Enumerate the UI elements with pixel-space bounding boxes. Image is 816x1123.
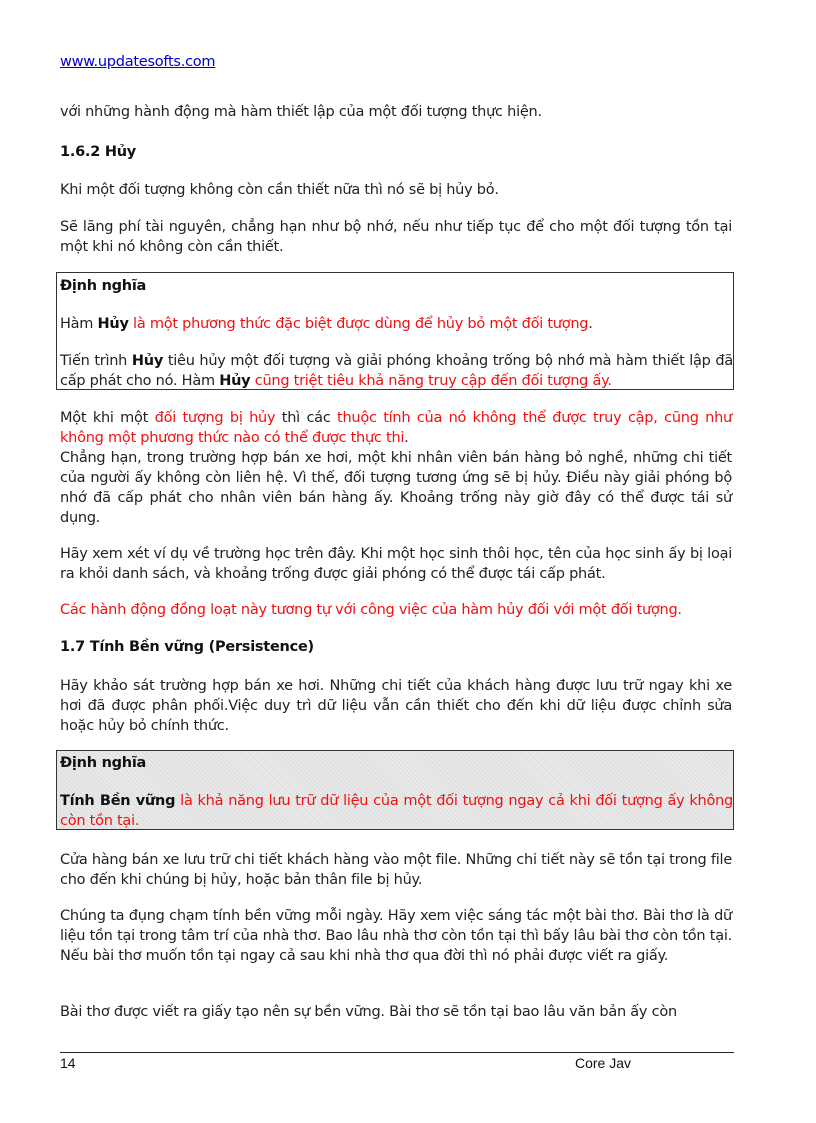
definition-line-2: Tiến trình Hủy tiêu hủy một đối tượng và giải phóng khoảng trống bộ nhớ mà hàm thiết lập đã cấp phát cho nó. Hàm Hủy cũng triệt tiêu khả năng truy cập đến đối tượng ấy.: [60, 353, 733, 389]
paragraph-poem: Chúng ta đụng chạm tính bền vững mỗi ngày. Hãy xem việc sáng tác một bài thơ. Bài thơ là dữ liệu tồn tại trong tâm trí của nhà thơ. Bao lâu nhà thơ còn tồn tại thì bấy lâu bài thơ còn tồn tại. Nếu bài thơ muốn tồn tại ngay cả sau khi nhà thơ qua đời thì nó phải được viết ra giấy.: [60, 908, 732, 964]
definition-title: Định nghĩa: [60, 278, 147, 294]
definition-box-persistence: [56, 750, 734, 830]
paragraph-destructor-summary: Các hành động đồng loạt này tương tự với công việc của hàm hủy đối với một đối tượng.: [60, 602, 682, 618]
footer-rule: [60, 1052, 734, 1053]
definition-text: Tính Bền vững là khả năng lưu trữ dữ liệu của một đối tượng ngay cả khi đối tượng ấy không còn tồn tại.: [60, 793, 733, 829]
paragraph-162-1: Khi một đối tượng không còn cần thiết nữa thì nó sẽ bị hủy bỏ.: [60, 182, 499, 198]
paragraph-intro: với những hành động mà hàm thiết lập của một đối tượng thực hiện.: [60, 104, 542, 120]
footer-page-number: 14: [60, 1055, 76, 1071]
definition-line-1: Hàm Hủy là một phương thức đặc biệt được dùng để hủy bỏ một đối tượng.: [60, 316, 593, 332]
definition-title: Định nghĩa: [60, 755, 147, 771]
section-heading-1-7: 1.7 Tính Bền vững (Persistence): [60, 639, 314, 655]
paragraph-car-sales-example: Chẳng hạn, trong trường hợp bán xe hơi, một khi nhân viên bán hàng bỏ nghề, những chi tiết của người ấy không còn liên hệ. Vì thế, đối tượng tương ứng sẽ bị hủy. Điều này giải phóng bộ nhớ đã cấp phát cho nhân viên bán hàng ấy. Khoảng trống này giờ đây có thể được tái sử dụng.: [60, 450, 732, 526]
paragraph-school-example: Hãy xem xét ví dụ về trường học trên đây. Khi một học sinh thôi học, tên của học sinh ấy bị loại ra khỏi danh sách, và khoảng trống được giải phóng có thể được tái cấp phát.: [60, 546, 732, 582]
paragraph-persistence-intro: Hãy khảo sát trường hợp bán xe hơi. Những chi tiết của khách hàng được lưu trữ ngay khi xe hơi đã được phân phối.Việc duy trì dữ liệu vẫn cần thiết cho đến khi dữ liệu được chỉnh sửa hoặc hủy bỏ chính thức.: [60, 678, 732, 734]
section-heading-1-6-2: 1.6.2 Hủy: [60, 144, 136, 160]
paragraph-destroyed-object: Một khi một đối tượng bị hủy thì các thuộc tính của nó không thể được truy cập, cũng như không một phương thức nào có thể được thực thi.: [60, 410, 732, 446]
definition-box-destructor: [56, 272, 734, 390]
paragraph-162-2: Sẽ lãng phí tài nguyên, chẳng hạn như bộ nhớ, nếu như tiếp tục để cho một đối tượng tồn tại một khi nó không còn cần thiết.: [60, 219, 732, 255]
footer-title: Core Jav: [575, 1055, 632, 1071]
header-link[interactable]: www.updatesofts.com: [60, 54, 216, 70]
paragraph-poem-paper: Bài thơ được viết ra giấy tạo nên sự bền vững. Bài thơ sẽ tồn tại bao lâu văn bản ấy còn: [60, 1004, 677, 1020]
paragraph-store-file: Cửa hàng bán xe lưu trữ chi tiết khách hàng vào một file. Những chi tiết này sẽ tồn tại trong file cho đến khi chúng bị hủy, hoặc bản thân file bị hủy.: [60, 852, 732, 888]
